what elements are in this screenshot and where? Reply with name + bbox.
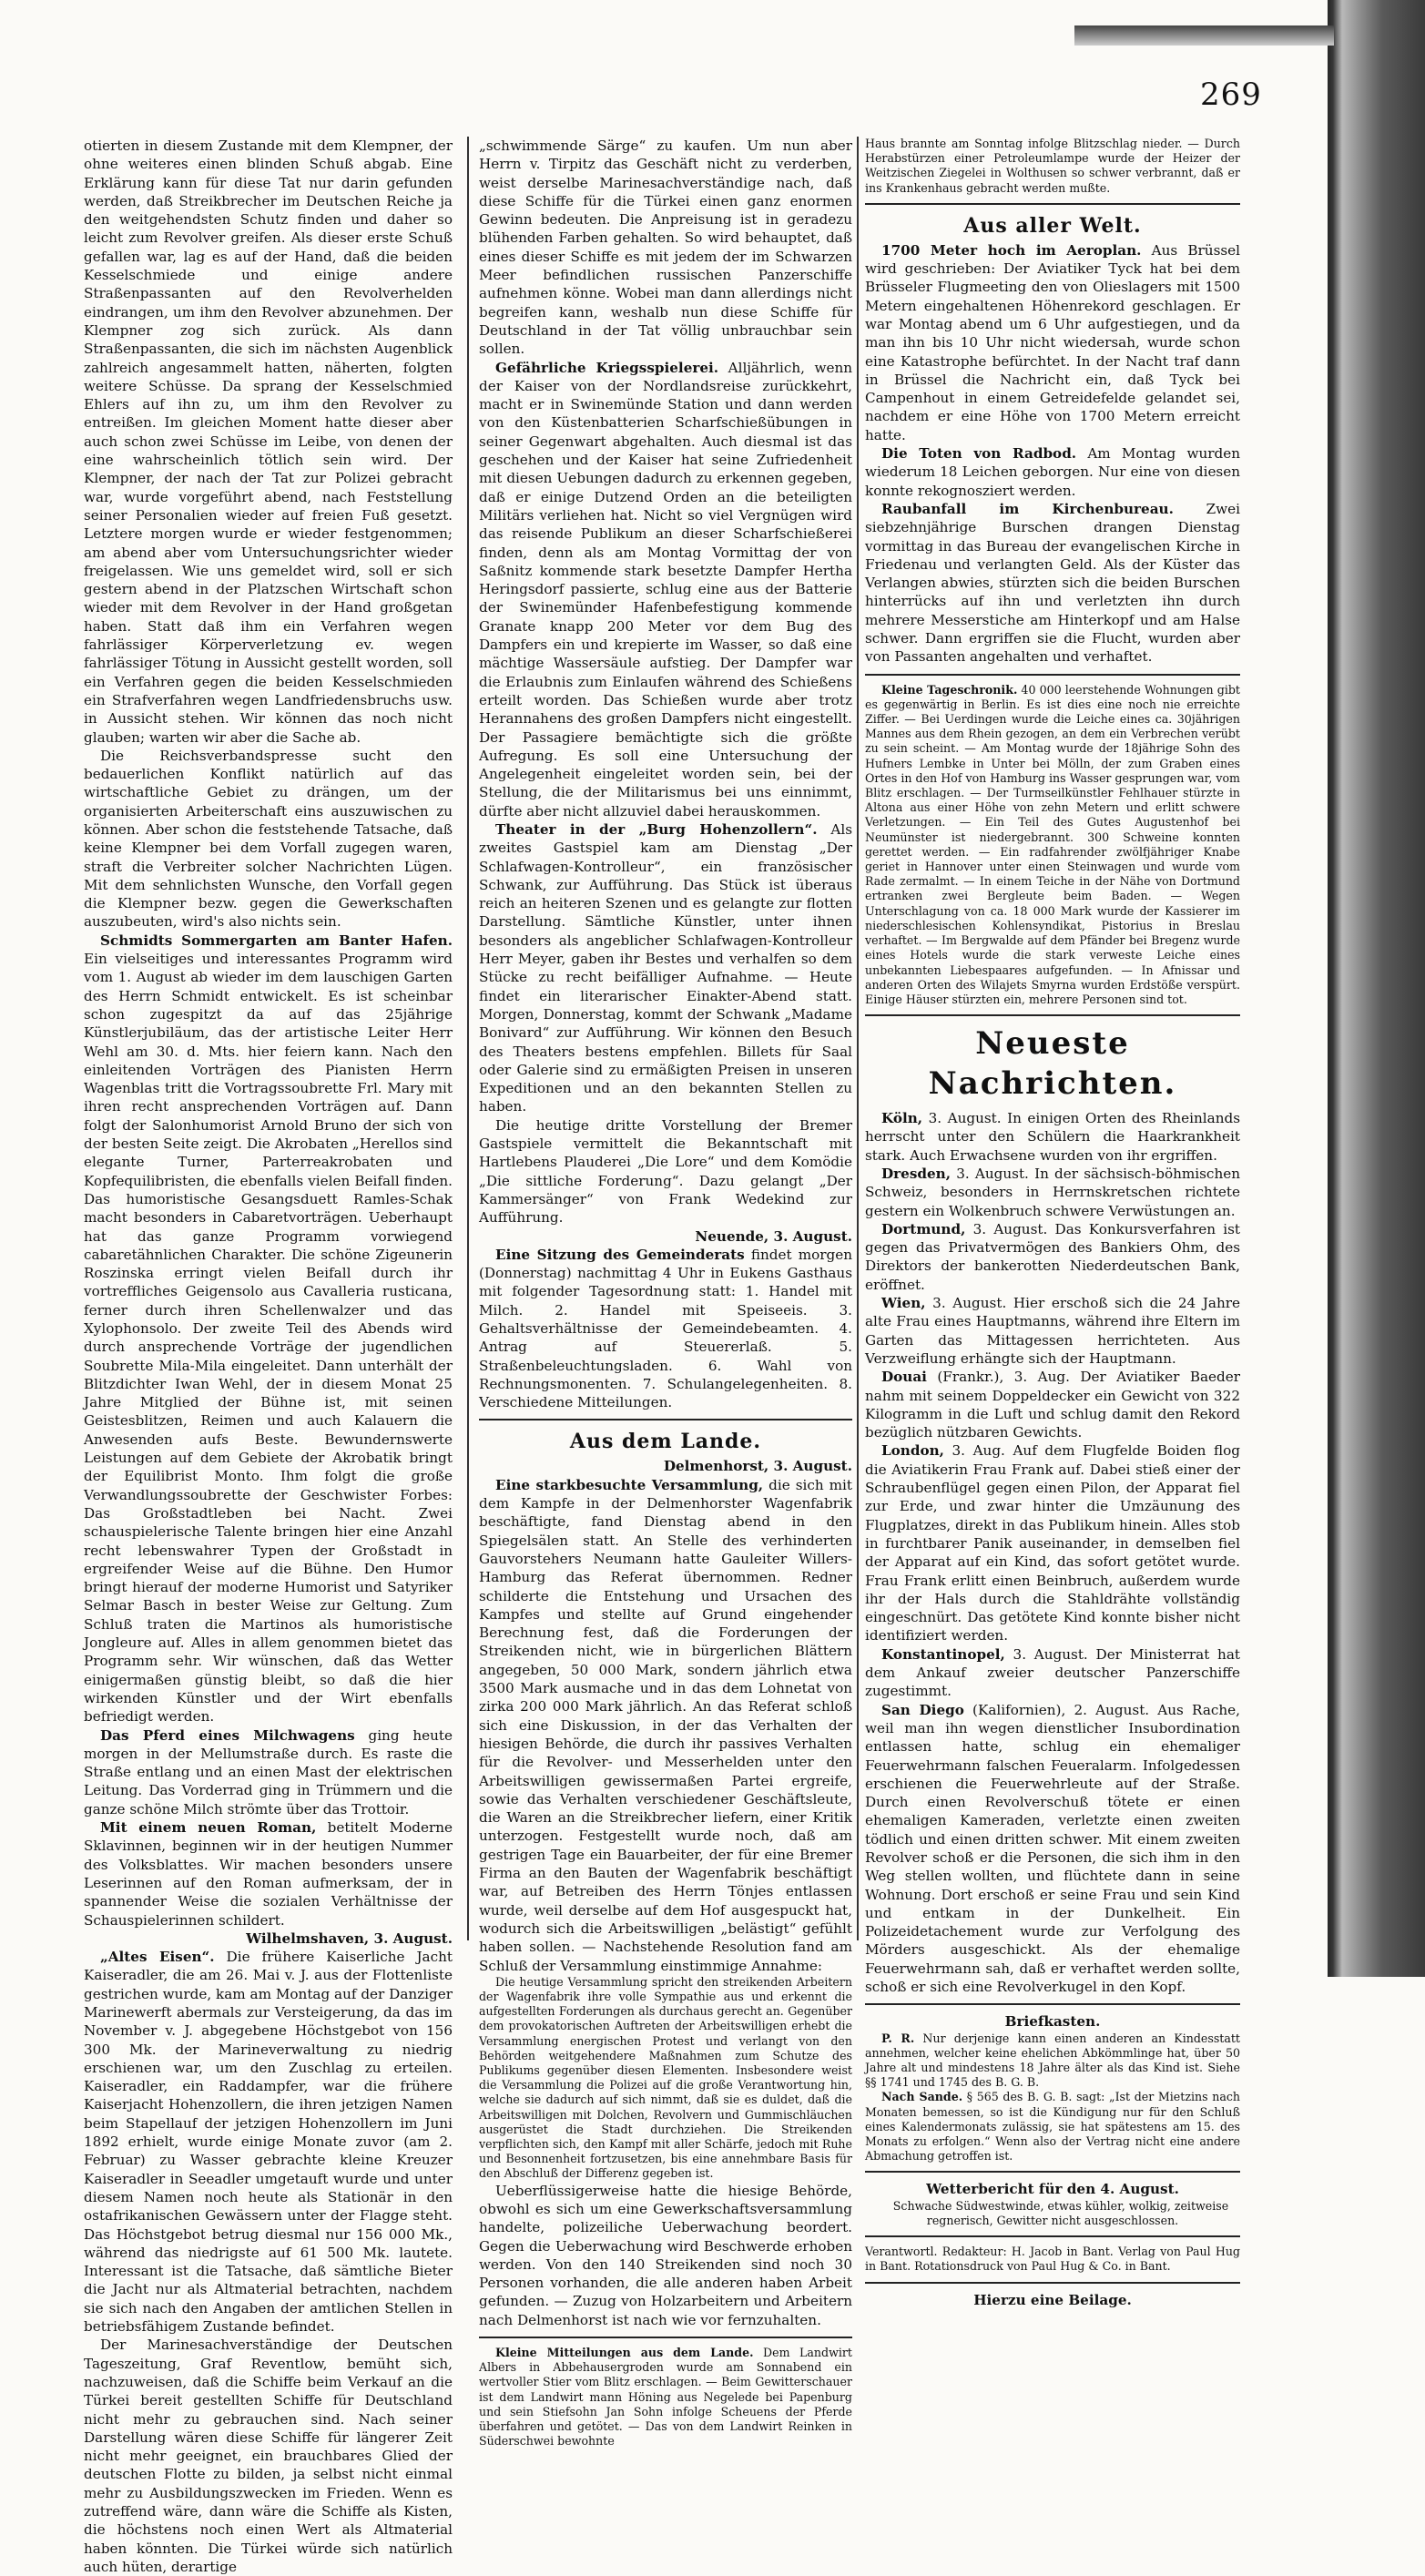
section-rule bbox=[865, 2282, 1240, 2284]
news-text: 3. August. Hier erschoß sich die 24 Jahre alte Frau eines Hauptmanns, während ihre Eltern im Garten das Mittagessen herrichteten. Aus Verzweiflung erhängte sich der Hauptmann. bbox=[865, 1295, 1240, 1367]
article bbox=[479, 359, 852, 820]
section-heading: Neueste Nachrichten. bbox=[928, 1025, 1177, 1103]
supplement-note: Hierzu eine Beilage. bbox=[973, 2291, 1132, 2308]
paragraph: „schwimmende Särge“ zu kaufen. Um nun aber Herrn v. Tirpitz das Geschäft nicht zu verderben, weist derselbe Marinesachverständige nach, daß diese Schiffe für die Türkei einen ganz enormen Gewinn bedeuten. Die Anpreisung ist in geradezu blühenden Farben gehalten. So wird behauptet, daß eines dieser Schiffe es mit jedem der im Schwarzen Meer befindlichen russischen Panzerschiffe aufnehmen könne. Wobei man dann allerdings nicht begreifen kann, weshalb nun diese Schiffe für Deutschland in der Tat völlig unbrauchbar sein sollen. bbox=[479, 137, 852, 358]
news-item bbox=[865, 1294, 1240, 1368]
article-heading: Eine starkbesuchte Versammlung, bbox=[495, 1476, 764, 1493]
letter-answer bbox=[865, 2090, 1240, 2164]
article-heading: 1700 Meter hoch im Aeroplan. bbox=[881, 241, 1142, 259]
book-edge-top bbox=[1074, 25, 1334, 46]
weather-text: Schwache Südwestwinde, etwas kühler, wolkig, zeitweise regnerisch, Gewitter nicht ausgeschlossen. bbox=[892, 2198, 1229, 2227]
article-heading: Kleine Mitteilungen aus dem Lande. bbox=[495, 2346, 754, 2360]
page-number: 269 bbox=[1200, 76, 1262, 113]
paragraph: Die Reichsverbandspresse sucht den bedauerlichen Konflikt natürlich auf das wirtschaftliche Gebiet zu drängen, um der organisierten Arbeiterschaft eins auszuwischen zu können. Aber schon die feststehende Tatsache, daß keine Klempner bei dem Vorfall zugegen waren, straft die Verbreiter solcher Nachrichten Lügen. Mit dem sehnlichsten Wunsche, den Vorfall gegen die Klempner bezw. gegen die Gewerkschaften auszubeuten, wird's also nichts sein. bbox=[84, 747, 453, 931]
news-place: London, bbox=[881, 1442, 944, 1460]
article-heading: Die Toten von Radbod. bbox=[881, 445, 1077, 463]
section-rule bbox=[865, 1014, 1240, 1016]
article-text: betitelt Moderne Sklavinnen, beginnen wir in der heutigen Nummer des Volksblattes. Wir machen besonders unsere Leserinnen auf den Roman aufmerksam, der in spannender Weise die sozialen Verhältnisse der Schauspielerinnen schildert. bbox=[84, 1819, 453, 1929]
article-text: ging heute morgen in der Mellumstraße durch. Es raste die Straße entlang und an einen Mast der elektrischen Leitung. Das Vorderrad ging in Trümmern und die ganze schöne Milch strömte über das Trottoir. bbox=[84, 1726, 453, 1817]
article bbox=[84, 1948, 453, 2336]
weather-heading: Wetterbericht für den 4. August. bbox=[926, 2181, 1179, 2198]
news-item bbox=[865, 1701, 1240, 1997]
column-2 bbox=[479, 137, 853, 2449]
section-rule bbox=[865, 674, 1240, 676]
news-text: 3. August. In der sächsisch-böhmischen Schweiz, besonders in Herrnskretschen richtete gestern ein Wolkenbruch schwere Verwüstungen an. bbox=[865, 1166, 1240, 1219]
news-place: Dresden, bbox=[881, 1166, 951, 1182]
article-heading: Theater in der „Burg Hohenzollern“. bbox=[495, 820, 818, 838]
news-text: 3. August. Der Ministerrat hat dem Ankauf zweier deutscher Panzerschiffe zugestimmt. bbox=[865, 1645, 1240, 1700]
article bbox=[865, 444, 1240, 500]
news-text: 3. August. In einigen Orten des Rheinlands herrscht unter den Schülern die Haarkrankheit stark. Auch Erwachsene wurden von ihr ergriffen. bbox=[865, 1110, 1240, 1164]
article-heading: Mit einem neuen Roman, bbox=[100, 1819, 317, 1837]
dateline: Delmenhorst, 3. August. bbox=[663, 1458, 852, 1475]
article-text: Ein vielseitiges und interessantes Programm wird vom 1. August ab wieder im dem lauschigen Garten des Herrn Schmidt entwickelt. Es ist scheinbar schon zugespitzt da auf das 25jährige Künstlerjubiläum, das der artistische Leiter Herr Wehl am 30. d. Mts. hier feiern kann. Nach den einleitenden Vorträgen des Pianisten Herrn Wagenblas tritt die Vortragssoubrette Frl. Mary mit ihren recht ansprechenden Vorträgen auf. Dann folgt der Salonhumorist Arnold Bruno der sich von der besten Seite zeigt. Die Akrobaten „Herellos sind elegante Turner, Parterreakrobaten und Kopfequilibristen, die ebenfalls vielen Beifall finden. Das humoristische Gesangsduett Ramles-Schak macht besonders in Cabaretvorträgen. Ueberhaupt hat das ganze Programm vorwiegend cabaretähnlichen Charakter. Die schöne Zigeunerin Roszinska erringt vielen Beifall durch ihr vortreffliches Geigensolo aus Cavalleria rusticana, ferner durch ihren Schellenwalzer und das Xylophonsolo. Der zweite Teil des Abends wird durch ansprechende Vorträge der jugendlichen Soubrette Mila-Mila eingeleitet. Dann unterhält der Blitzdichter Iwan Wehl, der in diesem Monat 25 Jahre Mitglied der Bühne ist, mit seinen Geistesblitzen, Reimen und auch Kalauern die Anwesenden aufs Beste. Bewundernswerte Leistungen auf dem Gebiete der Akrobatik bringt der Equilibrist Monto. Ihm folgt die große Verwandlungssoubrette der Geschwister Forbes: Das Großstadtleben bei Nacht. Zwei schauspielerische Talente bringen hier eine Anzahl recht lebenswahrer Typen der Großstadt in ergreifender Weise auf die Bühne. Den Humor bringt hierauf der moderne Humorist und Satyriker Selmar Basch in bester Weise zur Geltung. Zum Schluß traten die Martinos als humoristische Jongleure auf. Alles in allem genommen bietet das Programm sehr. Wir wünschen, daß das Wetter einigermaßen günstig bleibt, so daß die hier wirkenden Künstler und der Wirt ebenfalls befriedigt werden. bbox=[84, 951, 453, 1726]
article-heading: Eine Sitzung des Gemeinderats bbox=[495, 1246, 745, 1263]
imprint: Verantwortl. Redakteur: H. Jacob in Bant. Verlag von Paul Hug in Bant. Rotationsdruck von Paul Hug & Co. in Bant. bbox=[865, 2245, 1240, 2274]
news-place: Douai bbox=[881, 1369, 927, 1386]
article-heading: „Altes Eisen“. bbox=[100, 1949, 215, 1966]
dateline: Neuende, 3. August. bbox=[695, 1227, 852, 1245]
article-text: 40 000 leerstehende Wohnungen gibt es gegenwärtig in Berlin. Es ist dies eine noch nie erreichte Ziffer. — Bei Uerdingen wurde die Leiche eines ca. 30jährigen Mannes aus dem Rhein gezogen, an dem ein Verbrechen verübt zu sein scheint. — Am Montag wurde der 18jährige Sohn des Hufners Lembke in Unter bei Mölln, der zum Graben eines Ortes in den Hof von Hamburg ins Wasser gesprungen war, vom Blitz erschlagen. — Der Turmseilkünstler Fehlhauer stürzte in Altona aus einer Höhe von zehn Metern und erlitt schwere Verletzungen. — Ein Teil des Gutes Augustenhof bei Neumünster ist niedergebrannt. 300 Schweine konnten gerettet werden. — Ein radfahrender zwölfjähriger Knabe geriet in Hannover unter einen Steinwagen und wurde vom Rade zermalmt. — In einem Teiche in der Nähe von Dortmund ertranken zwei Bergleute beim Baden. — Wegen Unterschlagung von ca. 18 000 Mark wurde der Kassierer im niederschlesischen Kohlensyndikat, Pistorius in Breslau verhaftet. — Im Bergwalde auf dem Pfänder bei Bregenz wurde eines Hotels wurde die stark verweste Leiche eines unbekannten Liebespaares aufgefunden. — In Afnissar und anderen Orten des Wilajets Smyrna wurden Erdstöße verspürt. Einige Häuser stürzten ein, mehrere Personen sind tot. bbox=[865, 682, 1240, 1006]
section-rule bbox=[479, 1419, 852, 1420]
paragraph: Haus brannte am Sonntag infolge Blitzschlag nieder. — Durch Herabstürzen einer Petroleumlampe wurde der Heizer der Weitzischen Ziegelei in Wolthusen so schwer verbrannt, daß er ins Krankenhaus gebracht werden mußte. bbox=[865, 137, 1240, 195]
news-place: San Diego bbox=[881, 1701, 964, 1718]
paragraph: Die heutige dritte Vorstellung der Bremer Gastspiele vermittelt die Bekanntschaft mit Hartlebens Plauderei „Die Lore“ und dem Komödie „Die sittliche Forderung“. Dazu gelangt „Der Kammersänger“ von Frank Wedekind zur Aufführung. bbox=[479, 1116, 852, 1227]
section-rule bbox=[479, 2337, 852, 2338]
paragraph: Ueberflüssigerweise hatte die hiesige Behörde, obwohl es sich um eine Gewerkschaftsversammlung handelte, polizeiliche Ueberwachung beordert. Gegen die Ueberwachung wird Beschwerde erhoben werden. Von den 140 Streikenden sind noch 30 Personen vorhanden, die alle anderen haben Arbeit gefunden. — Zuzug von Holzarbeitern und Arbeitern nach Delmenhorst ist nach wie vor fernzuhalten. bbox=[479, 2182, 852, 2328]
section-rule bbox=[865, 2171, 1240, 2173]
article-text: Die frühere Kaiserliche Jacht Kaiseradler, die am 26. Mai v. J. aus der Flottenliste gestrichen wurde, kam am Montag auf der Danziger Marinewerft abermals zur Versteigerung, da das im November v. J. abgegebene Höchstgebot von 156 300 Mk. der Marineverwaltung zu niedrig erschienen war, um den Zuschlag zu erteilen. Kaiseradler, ein Raddampfer, war die frühere Kaiserjacht Hohenzollern, die ihren jetzigen Namen beim Stapellauf der jetzigen Hohenzollern im Juni 1892 erhielt, wurde einige Monate zuvor (am 2. Februar) zu Wasser gebrachte kleine Kreuzer Kaiseradler in Seeadler umgetauft wurde und unter diesem Namen noch heute als Stationär in den ostafrikanischen Gewässern unter der Flagge steht. Das Höchstgebot betrug diesmal nur 156 000 Mk., während das niedrigste auf 61 500 Mk. lautete. Interessant ist die Tatsache, daß sämtliche Bieter die Jacht nur als Altmaterial betrachten, nachdem sie sich nach den Angaben der amtlichen Stellen in betriebsfähigem Zustande befindet. bbox=[84, 1949, 453, 2336]
news-item bbox=[865, 1368, 1240, 1441]
section-rule bbox=[865, 2003, 1240, 2005]
article bbox=[84, 1818, 453, 1929]
article bbox=[479, 820, 852, 1116]
article-heading: Schmidts Sommergarten am Banter Hafen. bbox=[100, 932, 453, 949]
news-text: 3. August. Das Konkursverfahren ist gegen das Privatvermögen des Bankiers Ohm, des Direktors der bankerotten Niederdeutschen Bank, eröffnet. bbox=[865, 1220, 1240, 1293]
news-text: (Kalifornien), 2. August. Aus Rache, weil man ihn wegen dienstlicher Insubordination entlassen hatte, schlug ein ehemaliger Feuerwehrmann falschen Feueralarm. Infolgedessen erschienen die Feuerwehrleute auf der Straße. Durch einen Revolverschuß tötete er einen ehemaligen Kameraden, verletzte einen zweiten tödlich und einen dritten schwer. Mit einem zweiten Revolver schoß er die Personen, die sich ihm in den Weg stellen wollten, und flüchtete dann in seine Wohnung. Dort erschoß er seine Frau und sein Kind und entkam in der Dunkelheit. Ein Polizeidetachement wurde zur Verfolgung des Mörders ausgeschickt. Als der ehemalige Feuerwehrmann sah, daß er verhaftet werden sollte, schoß er sich eine Revolverkugel in den Kopf. bbox=[865, 1701, 1240, 1996]
book-edge bbox=[1328, 0, 1425, 1977]
news-item bbox=[865, 1165, 1240, 1220]
news-text: (Frankr.), 3. Aug. Der Aviatiker Baeder nahm mit seinem Doppeldecker ein Gewicht von 322 Kilogramm in die Luft und schlug damit den Rekord bezüglich nützbaren Gewichts. bbox=[865, 1369, 1240, 1441]
news-place: Dortmund, bbox=[881, 1220, 966, 1237]
letter-text: § 565 des B. G. B. sagt: „Ist der Mietzins nach Monaten bemessen, so ist die Kündigung nur für den Schluß eines Kalendermonats zulässig, sie hat spätestens am 15. des Monats zu erfolgen.“ Wenn also der Vertrag nicht eine andere Abmachung getroffen ist. bbox=[865, 2090, 1240, 2164]
letter-answer bbox=[865, 2031, 1240, 2091]
article-text: Am Montag wurden wiederum 18 Leichen geborgen. Nur eine von diesen konnte rekognosziert werden. bbox=[865, 445, 1240, 499]
news-place: Wien, bbox=[881, 1295, 926, 1312]
article bbox=[479, 1476, 852, 1975]
news-place: Konstantinopel, bbox=[881, 1645, 1005, 1663]
resolution-text: Die heutige Versammlung spricht den streikenden Arbeitern der Wagenfabrik ihre volle Sympathie aus und erkennt die aufgestellten Forderungen als durchaus gerecht an. Gegenüber dem provokatorischen Auftreten der Arbeitswilligen erhebt die Versammlung energischen Protest und verlangt von den Behörden weitgehendere Maßnahmen zum Schutze des Publikums gegenüber diesen Elementen. Insbesondere weist die Versammlung die Polizei auf die große Verantwortung hin, welche sie dadurch auf sich nimmt, daß sie es duldet, daß die Arbeitswilligen mit Dolchen, Revolvern und Gummischläuchen ausgerüstet die Stadt durchziehen. Die Streikenden verpflichten sich, den Kampf mit aller Schärfe, jedoch mit Ruhe und Besonnenheit fortzusetzen, bis eine annehmbare Basis für den Abschluß der Differenz gegeben ist. bbox=[479, 1974, 852, 2181]
article-text: Zwei siebzehnjährige Burschen drangen Dienstag vormittag in das Bureau der evangelischen Kirche in Friedenau und verlangten Geld. Als der Küster das Verlangen abwies, stürzten sich die beiden Burschen hinterrücks auf ihn und verletzten ihn durch mehrere Messerstiche am Hinterkopf und am Halse schwer. Dann ergriffen sie die Flucht, wurden aber von Passanten angehalten und verhaftet. bbox=[865, 500, 1240, 666]
section-rule bbox=[865, 2235, 1240, 2237]
article-text: Dem Landwirt Albers in Abbehausergroden wurde am Sonnabend ein wertvoller Stier vom Blitz erschlagen. — Beim Gewitterschauer ist dem Landwirt mann Höning aus Negelede bei Papenburg und sein Stiefsohn Jan Sohn infolge Scheuens der Pferde überfahren und getötet. — Das von dem Landwirt Reinken in Süderschwei bewohnte bbox=[479, 2346, 852, 2449]
article-text: findet morgen (Donnerstag) nachmittag 4 Uhr in Eukens Gasthaus mit folgender Tagesordnung statt: 1. Handel mit Milch. 2. Handel mit Speiseeis. 3. Gehaltsverhältnisse der Gemeindebeamten. 4. Antrag auf Steuererlaß. 5. Straßenbeleuchtungsladen. 6. Wahl von Rechnungsmonenten. 7. Schulangelegenheiten. 8. Verschiedene Mitteilungen. bbox=[479, 1246, 852, 1411]
article-text: Als zweites Gastspiel kam am Dienstag „Der Schlafwagen-Kontrolleur“, ein französischer Schwank, zur Aufführung. Das Stück ist überaus reich an heiteren Szenen und es gelangte zur flotten Darstellung. Sämtliche Künstler, unter ihnen besonders als angeblicher Schlafwagen-Kontrolleur Herr Meyer, gaben ihr Bestes und verhalfen so dem Stücke zu recht beifälliger Aufnahme. — Heute findet ein literarischer Einakter-Abend statt. Morgen, Donnerstag, kommt der Schwank „Madame Bonivard“ zur Aufführung. Wir können den Besuch des Theaters bestens empfehlen. Billets für Saal oder Galerie sind zu ermäßigten Preisen in unseren Expeditionen und an den bekannten Stellen zu haben. bbox=[479, 820, 852, 1115]
section-heading: Aus dem Lande. bbox=[569, 1430, 762, 1454]
dateline: Wilhelmshaven, 3. August. bbox=[246, 1929, 453, 1947]
article bbox=[479, 2346, 852, 2449]
news-item bbox=[865, 1109, 1240, 1165]
article bbox=[865, 500, 1240, 667]
article bbox=[84, 1726, 453, 1818]
article bbox=[865, 683, 1240, 1007]
column-1 bbox=[84, 137, 453, 2575]
article-heading: Raubanfall im Kirchenbureau. bbox=[881, 500, 1174, 517]
article bbox=[84, 932, 453, 1726]
article-text: Aus Brüssel wird geschrieben: Der Aviatiker Tyck hat bei dem Brüsseler Flugmeeting den von Olieslagers mit 1500 Metern eingehaltenen Höhenrekord geschlagen. Er war Montag abend um 6 Uhr aufgestiegen, und da man ihn bis 10 Uhr nicht wiedersah, wurde schon eine Katastrophe befürchtet. In der Nacht traf dann in Brüssel die Nachricht ein, daß Tyck bei Campenhout in einem Getreidefelde gelandet sei, nachdem er eine Höhe von 1700 Metern erreicht hatte. bbox=[865, 241, 1241, 443]
column-3 bbox=[865, 137, 1241, 2308]
news-item bbox=[865, 1220, 1240, 1294]
article-text: die sich mit dem Kampfe in der Delmenhorster Wagenfabrik beschäftigte, fand Dienstag abend in den Spiegelsälen statt. An Stelle des verhinderten Gauvorstehers Neumann hatte Gauleiter Willers-Hamburg das Referat übernommen. Redner schilderte die Entstehung und Ursachen des Kampfes und stellte auf Grund eingehender Berechnung fest, daß die Forderungen der Streikenden nicht, wie in bürgerlichen Blättern angegeben, 50 000 Mark, sondern jährlich etwa 3500 Mark ausmache und in das dem Lohnetat von zirka 200 000 Mark jährlich. An das Referat schloß sich eine Diskussion, in der das Verhalten der hiesigen Behörde, die durch ihr passives Verhalten für die Revolver- und Messerhelden unter den Arbeitswilligen gewissermaßen Partei ergreife, sowie das Verhalten verschiedener Geschäftsleute, die Waren an die Streikbrecher liefern, einer Kritik unterzogen. Festgestellt wurde noch, daß am gestrigen Tage ein Bauarbeiter, der für eine Bremer Firma an den Bauten der Wagenfabrik beschäftigt war, auf Betreiben des Herrn Tönjes entlassen wurde, weil derselbe auf dem Hof ausgespuckt hat, wodurch sich die Arbeitswilligen „belästigt“ gefühlt haben sollen. — Nachstehende Resolution fand am Schluß der Versammlung einstimmige Annahme: bbox=[479, 1476, 852, 1974]
section-heading: Briefkasten. bbox=[1004, 2013, 1101, 2031]
letter-recipient: Nach Sande. bbox=[881, 2090, 963, 2104]
article bbox=[479, 1246, 852, 1412]
column-rule bbox=[857, 137, 859, 1940]
paragraph: otierten in diesem Zustande mit dem Klempner, der ohne weiteres einen blinden Schuß abgab. Eine Erklärung kann für diese Tat nur darin gefunden werden, daß Streikbrecher im Deutschen Reiche ja den weitgehendsten Schutz finden und daher so leicht zum Revolver greifen. Als dieser erste Schuß gefallen war, lag es auf der Hand, daß die beiden Kesselschmiede und einige andere Straßenpassanten auf den Revolverhelden eindrangen, um ihm den Revolver abzunehmen. Der Klempner zog sich zurück. Als dann Straßenpassanten, die sich im nächsten Augenblick zahlreich angesammelt hatten, näherten, folgten weitere Schüsse. Da sprang der Kesselschmied Ehlers auf ihn zu, um ihm den Revolver zu entreißen. Im gleichen Moment hatte dieser aber auch schon zwei Schüsse im Leibe, von denen der eine wahrscheinlich tötlich sein wird. Der Klempner, der nach der Tat zur Polizei gebracht war, wurde vorgeführt abend, nach Feststellung seiner Personalien wieder auf freien Fuß gesetzt. Letztere morgen wurde er wieder festgenommen; am abend aber vom Untersuchungsrichter wieder freigelassen. Wie uns gemeldet wird, soll er sich gestern abend in der Platzschen Wirtschaft schon wieder mit dem Revolver in der Hand großgetan haben. Statt daß ihm ein Verfahren wegen fahrlässiger Körperverletzung ev. wegen fahrlässiger Tötung in Aussicht gestellt worden, soll ein Verfahren gegen die beiden Kesselschmieden ein Strafverfahren wegen Landfriedensbruchs usw. in Aussicht stehen. Wir können das noch nicht glauben; warten wir aber die Sache ab. bbox=[84, 137, 453, 746]
letter-recipient: P. R. bbox=[881, 2031, 915, 2045]
article bbox=[865, 241, 1240, 444]
article-text: Alljährlich, wenn der Kaiser von der Nordlandsreise zurückkehrt, macht er in Swinemünde Station und dann werden von den Küstenbatterien Scharfschießübungen in seiner Gegenwart abgehalten. Auch diesmal ist das geschehen und der Kaiser hat seine Zufriedenheit mit diesen Uebungen dadurch zu erkennen gegeben, daß er einige Dutzend Orden an die beteiligten Militärs verliehen hat. Nicht so viel Vergnügen wird das reisende Publikum an dieser Scharfschießerei finden, denn als am Montag Vormittag der von Saßnitz kommende stark besetzte Dampfer Hertha Heringsdorf passierte, schlug eine aus der Batterie der Swinemünder Hafenbefestigung kommende Granate knapp 200 Meter vor dem Bug des Dampfers ein und krepierte im Wasser, so daß eine mächtige Wassersäule aufstieg. Der Dampfer war die Erlaubnis zum Einlaufen während des Schießens erteilt worden. Das Schießen wurde aber trotz Herannahens des großen Dampfers nicht eingestellt. Der Passagiere bemächtigte sich die größte Aufregung. Es soll eine Untersuchung der Angelegenheit eingeleitet worden sein, bei der Stellung, die der Militarismus bei uns einnimmt, dürfte aber nicht allzuviel dabei herauskommen. bbox=[479, 359, 853, 820]
article-heading: Gefährliche Kriegsspielerei. bbox=[495, 359, 719, 376]
article-heading: Das Pferd eines Milchwagens bbox=[100, 1726, 355, 1744]
section-heading: Aus aller Welt. bbox=[963, 213, 1142, 238]
column-rule bbox=[467, 137, 469, 1940]
news-text: 3. Aug. Auf dem Flugfelde Boiden flog die Aviatikerin Frau Frank auf. Dabei stieß einer der Schraubenflügel gegen einen Pilon, der Apparat fiel zur Erde, und zwar hinter die Umzäunung des Flugplatzes, direkt in das Publikum hinein. Alles stob in furchtbarer Panik auseinander, in demselben fiel der Apparat auf ein Kind, das sofort getötet wurde. Frau Frank erlitt einen Beinbruch, außerdem wurde ihr der Hals durch die Stahldrähte vollständig eingeschnürt. Das getötete Kind konnte bisher nicht identifiziert werden. bbox=[865, 1442, 1240, 1644]
letter-text: Nur derjenige kann einen anderen an Kindesstatt annehmen, welcher keine ehelichen Abkömmlinge hat, über 50 Jahre alt und mindestens 18 Jahre älter als das Kind ist. Siehe §§ 1741 und 1745 des B. G. B. bbox=[865, 2031, 1240, 2090]
article-heading: Kleine Tageschronik. bbox=[881, 682, 1018, 697]
news-place: Köln, bbox=[881, 1110, 923, 1127]
news-item bbox=[865, 1645, 1240, 1701]
news-item bbox=[865, 1441, 1240, 1644]
paragraph: Der Marinesachverständige der Deutschen Tageszeitung, Graf Reventlow, bemüht sich, nachzuweisen, daß die Schiffe beim Verkauf an die Türkei bereit gestellten Schiffe für Deutschland nicht mehr zu gebrauchen sind. Nach seiner Darstellung wären diese Schiffe für längerer Zeit nicht mehr geeignet, ein brauchbares Glied der deutschen Flotte zu bilden, ja selbst nicht einmal mehr zu Ausbildungszwecken im Frieden. Wenn es zutreffend wäre, dann wäre die Schiffe als Kisten, die höchstens noch einen Wert als Altmaterial haben könnten. Die Türkei würde sich natürlich auch hüten, derartige bbox=[84, 2337, 453, 2575]
section-rule bbox=[865, 203, 1240, 205]
